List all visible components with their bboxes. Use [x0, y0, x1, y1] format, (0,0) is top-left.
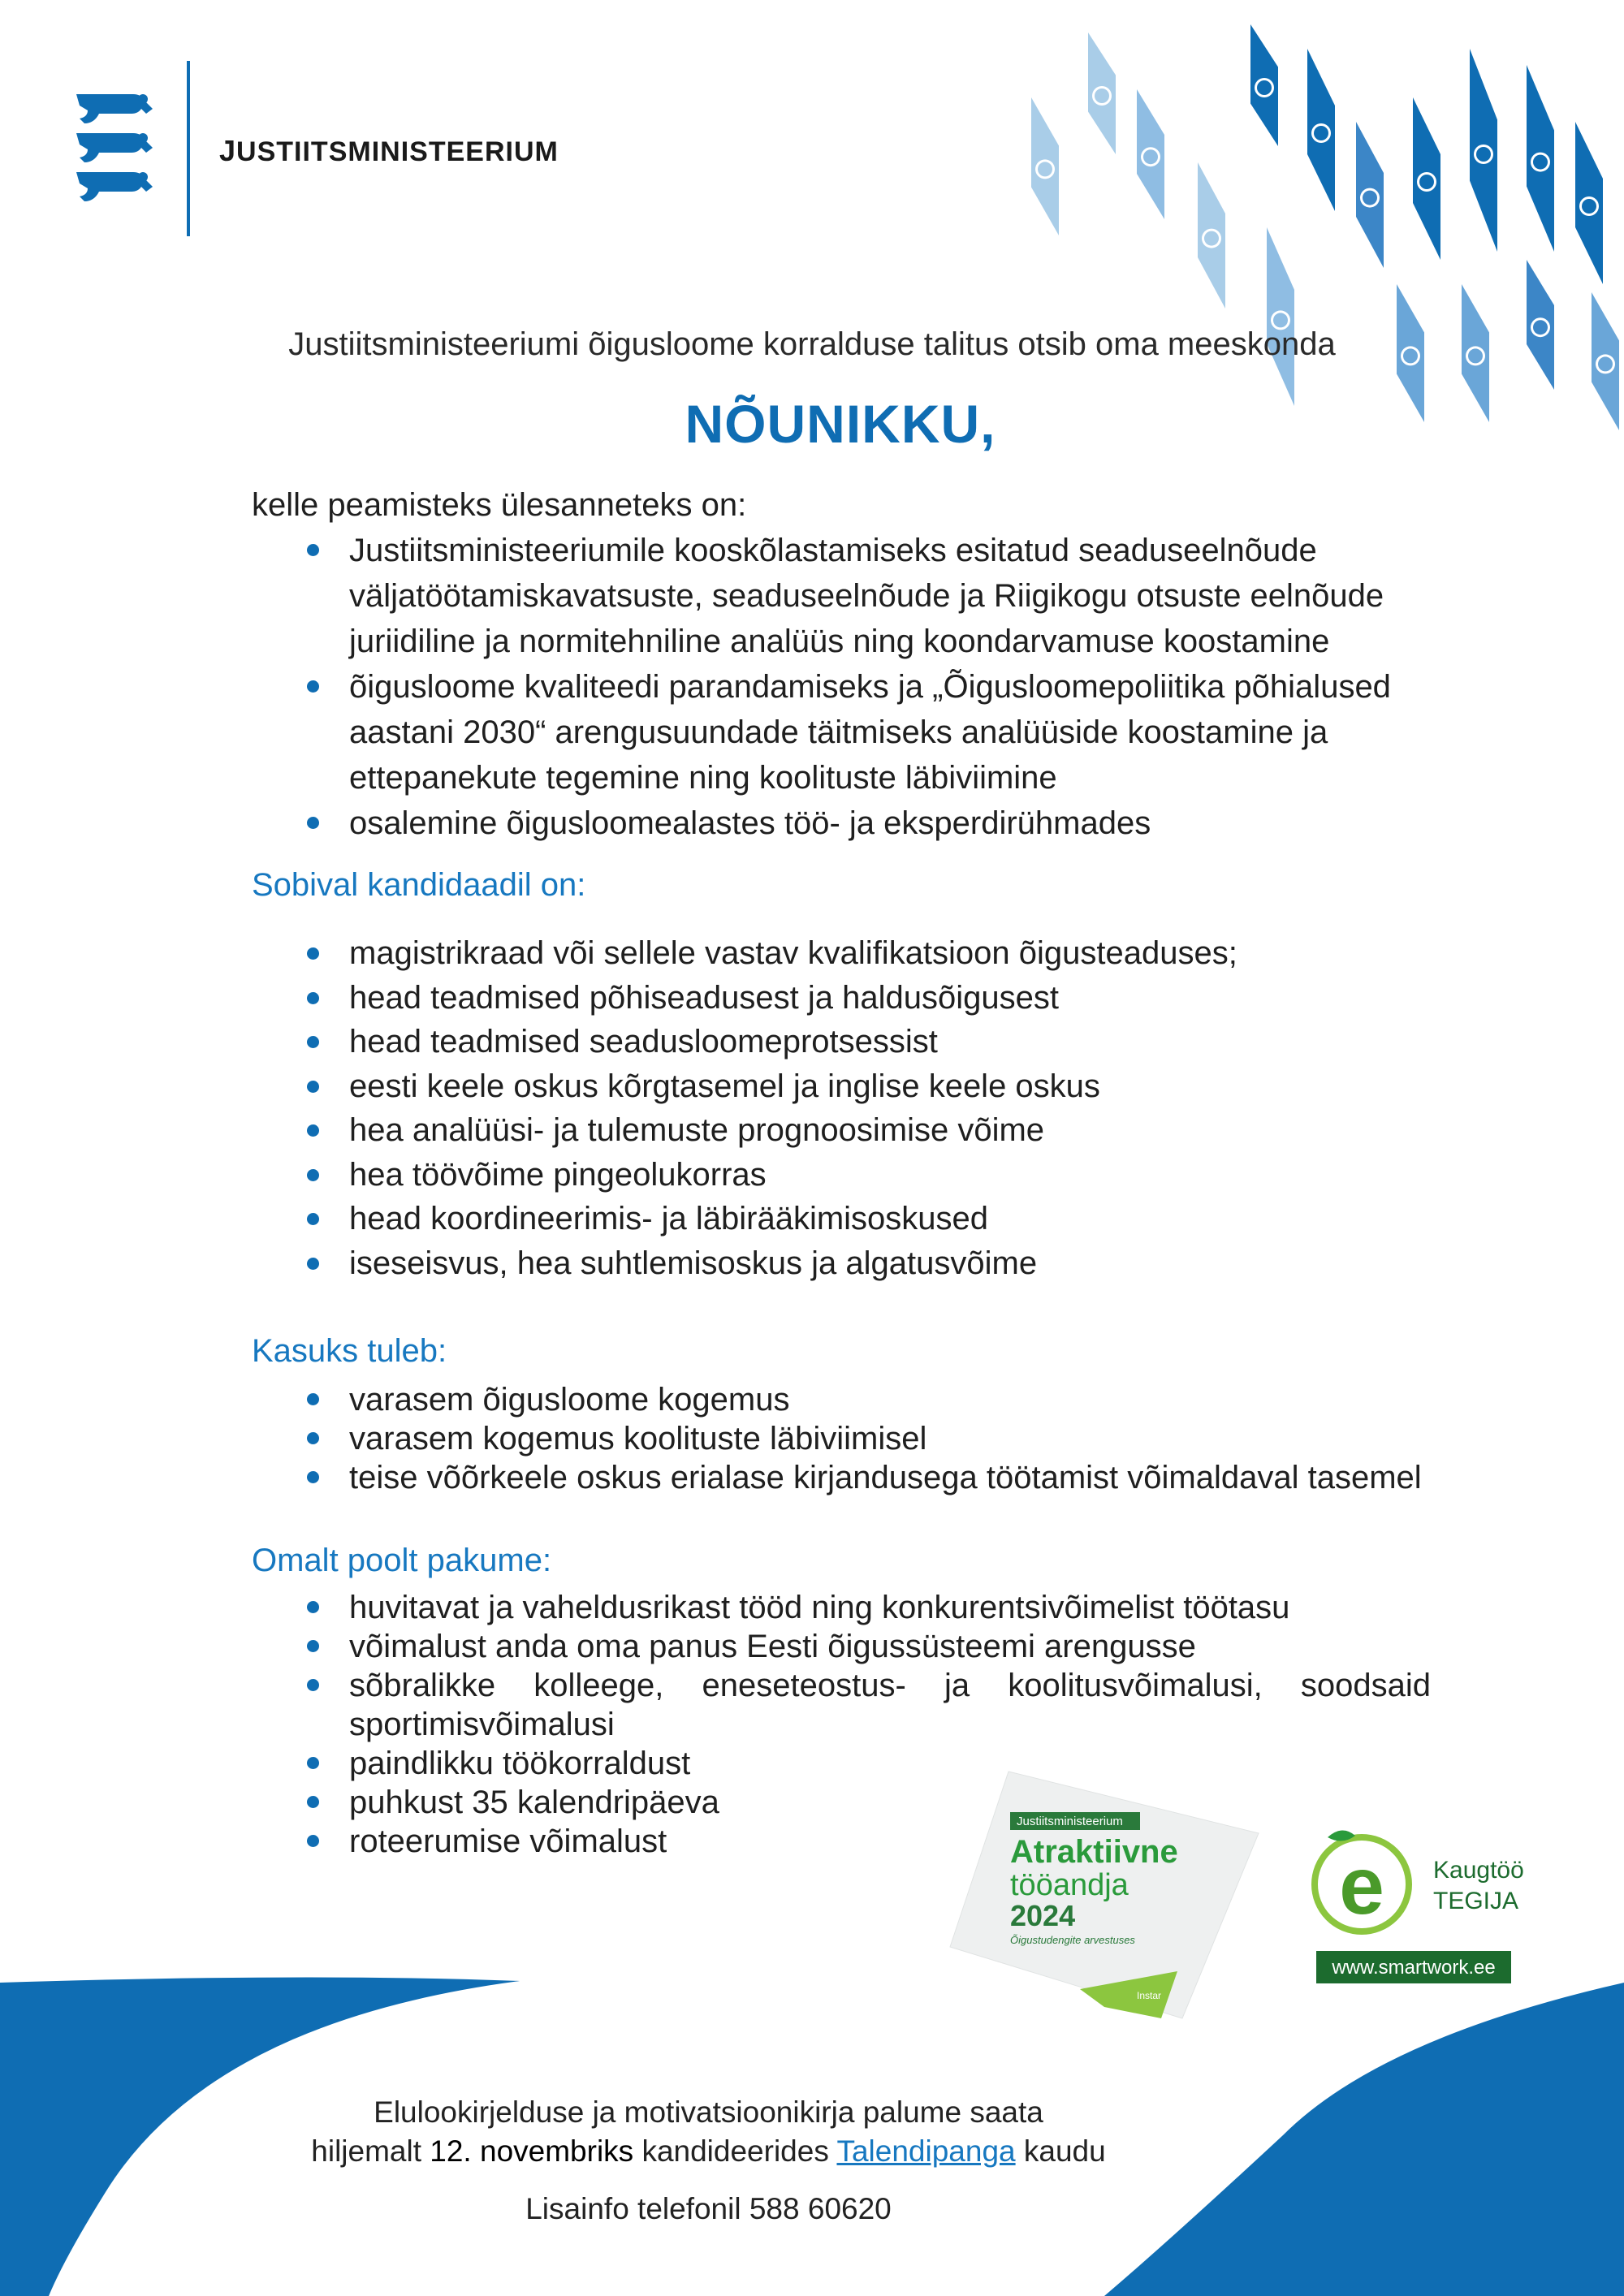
remote-line1: Kaugtöö	[1433, 1857, 1524, 1884]
list-item: paindlikku töökorraldust	[252, 1744, 1431, 1783]
list-item: Justiitsministeeriumile kooskõlastamiseks esitatud seaduseelnõude väljatöötamiskavatsuste, seaduseelnõude ja Riigikogu otsuste eelnõude juriidiline ja normitehniline analüüs ning koondarvamuse koostamine	[252, 528, 1429, 664]
list-item: huvitavat ja vaheldusrikast tööd ning konkurentsivõimelist töötasu	[252, 1588, 1431, 1627]
qualifications-list	[252, 931, 1429, 1285]
list-item: roteerumise võimalust	[252, 1822, 1431, 1861]
list-item: võimalust anda oma panus Eesti õigussüsteemi arengusse	[252, 1627, 1431, 1666]
remote-url: www.smartwork.ee	[1332, 1957, 1496, 1979]
deadline-date: 12. novembriks	[430, 2134, 634, 2168]
badge-brand: Instar	[1137, 1990, 1162, 2001]
list-item: head koordineerimis- ja läbirääkimisoskused	[252, 1197, 1429, 1241]
logo-divider	[187, 61, 190, 236]
advantages-list	[252, 1380, 1429, 1497]
list-item: hea analüüsi- ja tulemuste prognoosimise võime	[252, 1108, 1429, 1153]
org-logo-text: JUSTIITSMINISTEERIUM	[219, 134, 559, 167]
list-item: varasem õigusloome kogemus	[252, 1380, 1429, 1419]
remote-letter: e	[1339, 1841, 1384, 1931]
footer-line2: hiljemalt 12. novembriks kandideerides Talendipanga kaudu	[311, 2134, 1106, 2168]
qualifications-heading: Sobival kandidaadil on:	[252, 867, 586, 903]
footer-line1: Elulookirjelduse ja motivatsioonikirja palume saata	[374, 2095, 1043, 2129]
list-item: osalemine õigusloomealastes töö- ja eksperdirühmades	[252, 801, 1429, 846]
list-item: varasem kogemus koolituste läbiviimisel	[252, 1419, 1429, 1458]
coat-of-arms-icon	[70, 88, 159, 209]
decorative-pattern	[1007, 16, 1624, 455]
talendipank-link[interactable]: Talendipanga	[836, 2134, 1016, 2168]
list-item: õigusloome kvaliteedi parandamiseks ja „Õigusloomepoliitika põhialused aastani 2030“ arengusuundade täitmiseks analüüside koostamine ja ettepanekute tegemine ning koolituste läbiviimine	[252, 664, 1429, 801]
intro-text: Justiitsministeeriumi õigusloome korralduse talitus otsib oma meeskonda	[288, 326, 1336, 362]
list-item: magistrikraad või sellele vastav kvalifikatsioon õigusteaduses;	[252, 931, 1429, 976]
footer-contact: Lisainfo telefonil 588 60620	[525, 2192, 892, 2225]
list-item: hea töövõime pingeolukorras	[252, 1153, 1429, 1198]
list-item: sõbralikke kolleege, eneseteostus- ja koolitusvõimalusi, soodsaid sportimisvõimalusi	[252, 1666, 1431, 1744]
list-item: puhkust 35 kalendripäeva	[252, 1783, 1431, 1822]
qualifications-section	[252, 931, 1429, 1285]
position-title: NÕUNIKKU,	[685, 394, 996, 454]
footer-application-info	[0, 2093, 1417, 2171]
attractive-employer-badge	[942, 1767, 1267, 2026]
badge-line2: tööandja	[1010, 1868, 1129, 1902]
duties-lead: kelle peamisteks ülesanneteks on:	[252, 487, 747, 523]
offer-heading: Omalt poolt pakume:	[252, 1543, 552, 1578]
badge-line1: Atraktiivne	[1010, 1834, 1178, 1870]
advantages-heading: Kasuks tuleb:	[252, 1333, 447, 1369]
list-item: teise võõrkeele oskus erialase kirjandusega töötamist võimaldaval tasemel	[252, 1458, 1429, 1497]
remote-line2: TEGIJA	[1433, 1888, 1519, 1914]
list-item: head teadmised seadusloomeprotsessist	[252, 1020, 1429, 1064]
list-item: head teadmised põhiseadusest ja haldusõigusest	[252, 976, 1429, 1021]
remote-work-badge	[1295, 1823, 1539, 1985]
duties-list	[252, 528, 1429, 846]
badge-org: Justiitsministeerium	[1017, 1815, 1123, 1828]
list-item: eesti keele oskus kõrgtasemel ja inglise keele oskus	[252, 1064, 1429, 1109]
badge-sub: Õigustudengite arvestuses	[1010, 1934, 1135, 1946]
list-item: iseseisvus, hea suhtlemisoskus ja algatusvõime	[252, 1241, 1429, 1286]
advantages-section	[252, 1380, 1429, 1497]
badge-year: 2024	[1010, 1899, 1076, 1932]
duties-section	[252, 482, 1429, 846]
